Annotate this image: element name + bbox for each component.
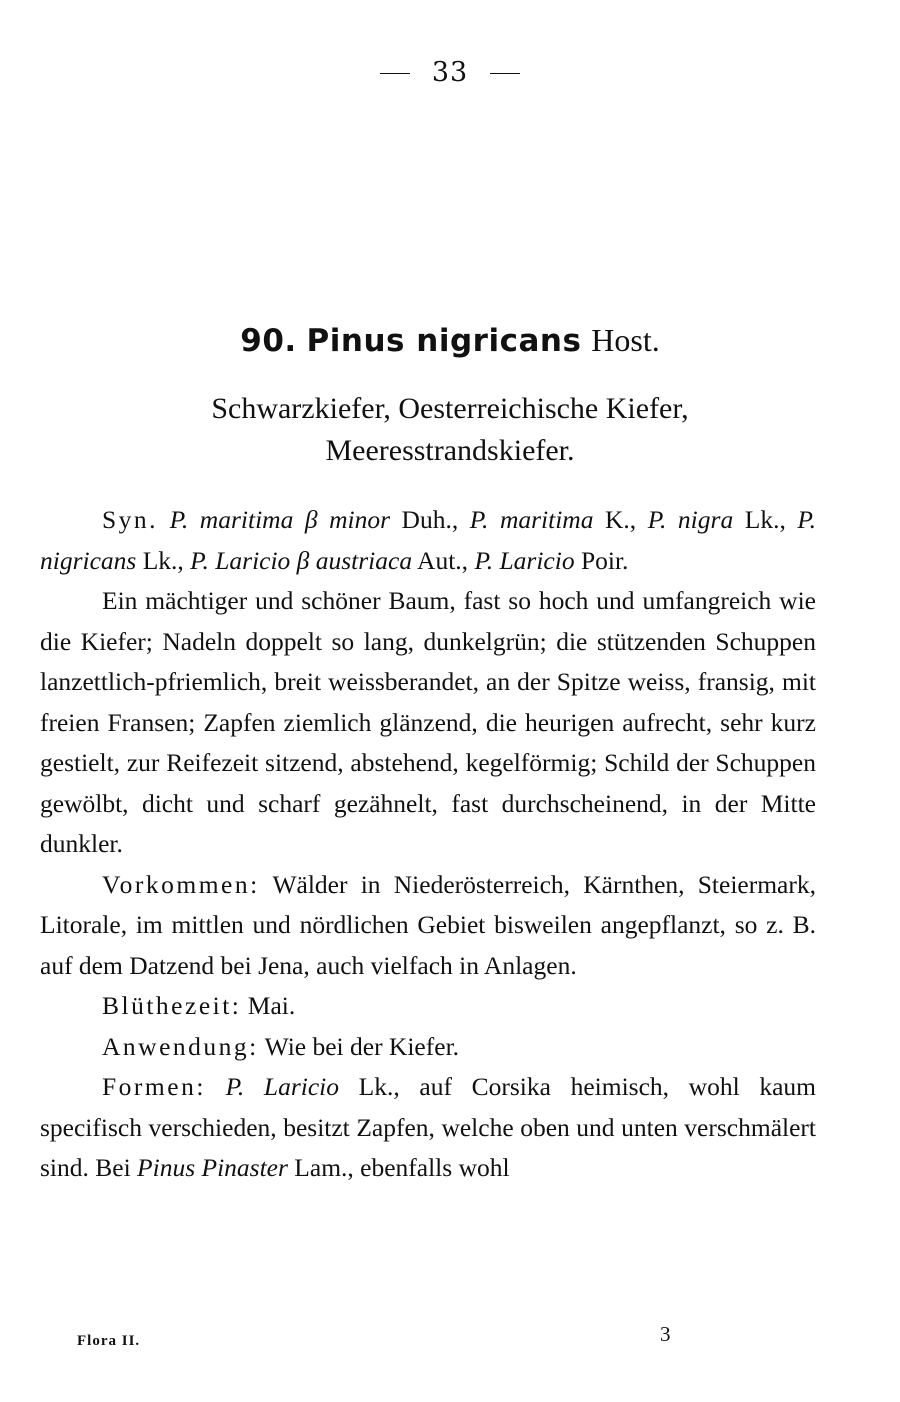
forms-text-1: Lk., auf Corsika heimisch, wohl kaum specifisch verschieden, besitzt Zapfen, welche oben und unten verschmälert sind. Bei	[40, 1072, 816, 1182]
page-number	[0, 57, 900, 88]
occurrence-paragraph	[40, 865, 816, 987]
flowering-label: Blüthezeit:	[102, 991, 242, 1020]
synonyms-paragraph	[40, 500, 816, 581]
synonym-6-author: Poir.	[574, 545, 629, 575]
signature-number: 3	[660, 1322, 671, 1346]
use-text: Wie bei der Kiefer.	[258, 1031, 460, 1061]
synonym-3-name: P. nigra	[647, 505, 734, 534]
use-label: Anwendung:	[102, 1031, 259, 1061]
synonym-5-name: P. Laricio β austriaca	[190, 545, 413, 575]
flowering-text: Mai.	[241, 991, 296, 1020]
forms-name-1: P. Laricio	[225, 1072, 339, 1101]
synonym-5-author: Aut.,	[412, 545, 475, 575]
forms-text-2: Lam., ebenfalls wohl	[287, 1153, 510, 1182]
common-names-line-2: Meeresstrandskiefer.	[325, 434, 575, 467]
synonym-6-name: P. Laricio	[474, 545, 575, 575]
species-author: Host.	[591, 322, 660, 358]
common-names	[0, 388, 900, 472]
description-paragraph: Ein mächtiger und schöner Baum, fast so hoch und umfangreich wie die Kiefer; Nadeln doppelt so lang, dunkelgrün; die stützenden Schuppen lanzettlich-pfriemlich, breit weissberandet, an der Spitze weiss, fransig, mit freien Fransen; Zapfen ziemlich glänzend, die heurigen aufrecht, sehr kurz gestielt, zur Reifezeit sitzend, abstehend, kegelförmig; Schild der Schuppen gewölbt, dicht und scharf gezähnelt, fast durchscheinend, in der Mitte dunkler.	[40, 586, 816, 858]
synonym-4-name: P. nigricans	[40, 505, 817, 575]
forms-name-2: Pinus Pinaster	[137, 1153, 288, 1182]
species-heading	[0, 322, 900, 359]
signature-mark: Flora II.	[77, 1333, 141, 1349]
occurrence-text: Wälder in Niederösterreich, Kärnthen, Steiermark, Litorale, im mittlen und nördlichen Gebiet bisweilen angepflanzt, so z. B. auf dem Datzend bei Jena, auch vielfach in Anlagen.	[40, 869, 816, 980]
synonym-2-author: K.,	[593, 505, 648, 534]
synonyms-label: Syn.	[102, 505, 159, 534]
page-body	[40, 500, 816, 1189]
synonym-1-name: P. maritima β minor	[169, 505, 391, 534]
synonym-2-name: P. maritima	[469, 505, 594, 534]
dash-right	[490, 73, 520, 74]
synonym-1-author: Duh.,	[390, 505, 470, 534]
species-number: 90.	[240, 323, 297, 359]
dash-left	[380, 73, 410, 74]
forms-label: Formen:	[102, 1072, 206, 1101]
synonym-3-author: Lk.,	[733, 505, 798, 534]
synonym-4-author: Lk.,	[136, 545, 191, 575]
occurrence-label: Vorkommen:	[102, 869, 260, 899]
page-number-value: 33	[431, 57, 469, 88]
use-paragraph	[40, 1027, 816, 1068]
species-name: Pinus nigricans	[306, 323, 582, 359]
forms-paragraph	[40, 1067, 816, 1189]
common-names-line-1: Schwarzkiefer, Oesterreichische Kiefer,	[211, 392, 689, 425]
flowering-paragraph	[40, 986, 816, 1027]
